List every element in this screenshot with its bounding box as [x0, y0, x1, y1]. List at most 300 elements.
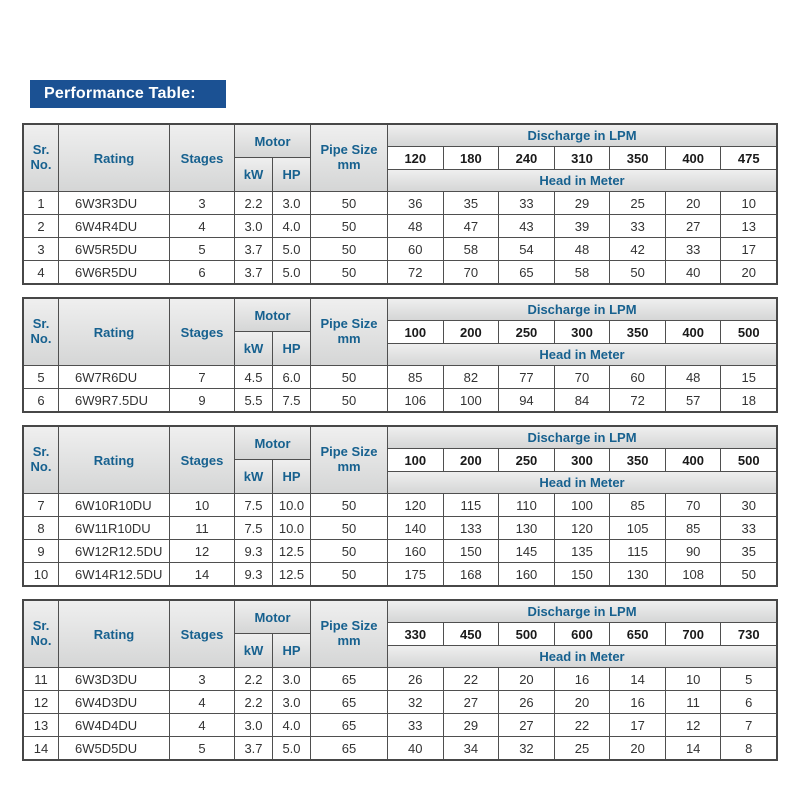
table-header [24, 427, 776, 494]
head-value-cell: 70 [555, 366, 611, 388]
head-in-meter-header: Head in Meter [388, 170, 776, 191]
pipe-size-header [311, 427, 388, 493]
head-value-cell: 48 [388, 215, 444, 237]
sr-no-cell: 11 [24, 668, 59, 690]
table-row [24, 737, 776, 759]
head-value-cell: 70 [444, 261, 500, 283]
head-value-cell: 58 [444, 238, 500, 260]
head-value-cell: 20 [555, 691, 611, 713]
head-value-cell: 27 [444, 691, 500, 713]
head-value-cell: 33 [610, 215, 666, 237]
rating-cell: 6W9R7.5DU [59, 389, 170, 411]
head-value-cell: 26 [388, 668, 444, 690]
discharge-value-cell: 330 [388, 623, 444, 645]
pipe-size-cell: 65 [311, 668, 388, 690]
head-value-cell: 43 [499, 215, 555, 237]
pipe-size-cell: 50 [311, 494, 388, 516]
rating-cell: 6W7R6DU [59, 366, 170, 388]
head-value-cell: 26 [499, 691, 555, 713]
stages-cell: 3 [170, 192, 235, 214]
sr-no-cell: 6 [24, 389, 59, 411]
head-value-cell: 12 [666, 714, 722, 736]
discharge-values-row [388, 147, 776, 170]
stages-cell: 5 [170, 238, 235, 260]
discharge-value-cell: 300 [555, 449, 611, 471]
table-body [24, 668, 776, 759]
table-header [24, 125, 776, 192]
table-row [24, 261, 776, 283]
head-value-cell: 25 [610, 192, 666, 214]
discharge-header-group [388, 601, 776, 667]
hp-cell: 12.5 [273, 563, 311, 585]
table-row [24, 494, 776, 517]
discharge-values-row [388, 623, 776, 646]
head-value-cell: 32 [499, 737, 555, 759]
rating-cell: 6W3R3DU [59, 192, 170, 214]
stages-cell: 4 [170, 691, 235, 713]
rating-cell: 6W6R5DU [59, 261, 170, 283]
head-value-cell: 72 [610, 389, 666, 411]
table-row [24, 714, 776, 737]
table-row [24, 389, 776, 411]
kw-header: kW [235, 158, 273, 191]
rating-cell: 6W4R4DU [59, 215, 170, 237]
motor-header: Motor [235, 125, 311, 158]
pipe-size-label-line2: mm [337, 633, 361, 648]
kw-header: kW [235, 460, 273, 493]
rating-cell: 6W5R5DU [59, 238, 170, 260]
discharge-in-lpm-header: Discharge in LPM [388, 427, 776, 449]
sr-no-label-line1: Sr. [32, 316, 50, 332]
performance-table [22, 297, 778, 413]
discharge-value-cell: 730 [721, 623, 776, 645]
head-value-cell: 32 [388, 691, 444, 713]
head-value-cell: 130 [499, 517, 555, 539]
head-value-cell: 48 [666, 366, 722, 388]
pipe-size-cell: 50 [311, 261, 388, 283]
discharge-value-cell: 500 [721, 321, 776, 343]
stages-cell: 10 [170, 494, 235, 516]
head-value-cell: 20 [499, 668, 555, 690]
hp-cell: 7.5 [273, 389, 311, 411]
kw-header: kW [235, 634, 273, 667]
head-value-cell: 84 [555, 389, 611, 411]
head-value-cell: 115 [610, 540, 666, 562]
sr-no-header [24, 125, 59, 191]
head-value-cell: 54 [499, 238, 555, 260]
head-value-cell: 16 [610, 691, 666, 713]
hp-cell: 5.0 [273, 261, 311, 283]
kw-cell: 7.5 [235, 494, 273, 516]
hp-cell: 10.0 [273, 494, 311, 516]
rating-header: Rating [59, 601, 170, 667]
kw-cell: 3.0 [235, 714, 273, 736]
head-value-cell: 29 [555, 192, 611, 214]
page-title: Performance Table: [30, 80, 226, 108]
head-value-cell: 85 [666, 517, 722, 539]
hp-cell: 3.0 [273, 192, 311, 214]
head-value-cell: 25 [555, 737, 611, 759]
discharge-in-lpm-header: Discharge in LPM [388, 601, 776, 623]
discharge-value-cell: 300 [555, 321, 611, 343]
table-row [24, 517, 776, 540]
pipe-size-cell: 50 [311, 517, 388, 539]
discharge-value-cell: 500 [721, 449, 776, 471]
head-value-cell: 33 [666, 238, 722, 260]
motor-header: Motor [235, 299, 311, 332]
discharge-value-cell: 350 [610, 321, 666, 343]
stages-header: Stages [170, 427, 235, 493]
motor-subheaders [235, 460, 311, 493]
head-value-cell: 133 [444, 517, 500, 539]
rating-header: Rating [59, 299, 170, 365]
discharge-values-row [388, 321, 776, 344]
head-value-cell: 100 [444, 389, 500, 411]
discharge-header-group [388, 299, 776, 365]
pipe-size-header [311, 601, 388, 667]
sr-no-label-line2: No. [30, 633, 52, 648]
hp-header: HP [273, 332, 311, 365]
head-value-cell: 18 [721, 389, 776, 411]
motor-header-group [235, 299, 311, 365]
motor-header-group [235, 125, 311, 191]
motor-subheaders [235, 634, 311, 667]
performance-table [22, 425, 778, 587]
stages-cell: 14 [170, 563, 235, 585]
head-value-cell: 11 [666, 691, 722, 713]
pipe-size-cell: 65 [311, 714, 388, 736]
head-in-meter-header: Head in Meter [388, 646, 776, 667]
head-value-cell: 20 [666, 192, 722, 214]
pipe-size-cell: 50 [311, 238, 388, 260]
head-value-cell: 34 [444, 737, 500, 759]
hp-cell: 6.0 [273, 366, 311, 388]
pipe-size-label-line2: mm [337, 331, 361, 346]
sr-no-label-line1: Sr. [32, 444, 50, 460]
kw-cell: 4.5 [235, 366, 273, 388]
sr-no-cell: 12 [24, 691, 59, 713]
discharge-value-cell: 650 [610, 623, 666, 645]
sr-no-header [24, 427, 59, 493]
discharge-value-cell: 475 [721, 147, 776, 169]
head-value-cell: 7 [721, 714, 776, 736]
performance-table [22, 123, 778, 285]
stages-cell: 5 [170, 737, 235, 759]
head-value-cell: 120 [555, 517, 611, 539]
pipe-size-cell: 50 [311, 192, 388, 214]
head-value-cell: 90 [666, 540, 722, 562]
head-value-cell: 10 [666, 668, 722, 690]
head-value-cell: 20 [610, 737, 666, 759]
sr-no-label-line2: No. [30, 459, 52, 474]
head-value-cell: 106 [388, 389, 444, 411]
head-value-cell: 120 [388, 494, 444, 516]
head-value-cell: 14 [610, 668, 666, 690]
rating-cell: 6W3D3DU [59, 668, 170, 690]
discharge-values-row [388, 449, 776, 472]
motor-subheaders [235, 332, 311, 365]
head-value-cell: 15 [721, 366, 776, 388]
head-value-cell: 150 [444, 540, 500, 562]
kw-cell: 9.3 [235, 540, 273, 562]
discharge-value-cell: 250 [499, 321, 555, 343]
head-value-cell: 17 [721, 238, 776, 260]
pipe-size-label-line1: Pipe Size [320, 618, 378, 634]
stages-header: Stages [170, 125, 235, 191]
kw-header: kW [235, 332, 273, 365]
sr-no-cell: 9 [24, 540, 59, 562]
head-value-cell: 110 [499, 494, 555, 516]
motor-header-group [235, 427, 311, 493]
sr-no-cell: 5 [24, 366, 59, 388]
hp-header: HP [273, 634, 311, 667]
head-value-cell: 10 [721, 192, 776, 214]
discharge-value-cell: 350 [610, 449, 666, 471]
head-value-cell: 140 [388, 517, 444, 539]
head-value-cell: 72 [388, 261, 444, 283]
sr-no-cell: 1 [24, 192, 59, 214]
head-value-cell: 6 [721, 691, 776, 713]
stages-cell: 9 [170, 389, 235, 411]
head-value-cell: 33 [499, 192, 555, 214]
head-value-cell: 58 [555, 261, 611, 283]
table-body [24, 192, 776, 283]
hp-header: HP [273, 158, 311, 191]
head-value-cell: 108 [666, 563, 722, 585]
table-row [24, 691, 776, 714]
stages-cell: 7 [170, 366, 235, 388]
kw-cell: 3.7 [235, 737, 273, 759]
head-value-cell: 33 [721, 517, 776, 539]
hp-cell: 3.0 [273, 691, 311, 713]
head-value-cell: 27 [666, 215, 722, 237]
kw-cell: 5.5 [235, 389, 273, 411]
table-row [24, 238, 776, 261]
discharge-value-cell: 310 [555, 147, 611, 169]
sr-no-cell: 8 [24, 517, 59, 539]
table-row [24, 668, 776, 691]
pipe-size-cell: 65 [311, 737, 388, 759]
discharge-value-cell: 400 [666, 449, 722, 471]
discharge-value-cell: 200 [444, 321, 500, 343]
sr-no-label-line1: Sr. [32, 618, 50, 634]
sr-no-label-line1: Sr. [32, 142, 50, 158]
sr-no-cell: 10 [24, 563, 59, 585]
rating-cell: 6W11R10DU [59, 517, 170, 539]
discharge-value-cell: 250 [499, 449, 555, 471]
rating-cell: 6W5D5DU [59, 737, 170, 759]
head-value-cell: 48 [555, 238, 611, 260]
pipe-size-cell: 50 [311, 366, 388, 388]
stages-cell: 4 [170, 714, 235, 736]
sr-no-label-line2: No. [30, 331, 52, 346]
head-value-cell: 42 [610, 238, 666, 260]
motor-subheaders [235, 158, 311, 191]
rating-cell: 6W4D3DU [59, 691, 170, 713]
rating-cell: 6W12R12.5DU [59, 540, 170, 562]
head-value-cell: 60 [388, 238, 444, 260]
pipe-size-label-line1: Pipe Size [320, 444, 378, 460]
discharge-value-cell: 100 [388, 449, 444, 471]
head-in-meter-header: Head in Meter [388, 344, 776, 365]
head-value-cell: 22 [555, 714, 611, 736]
head-value-cell: 85 [610, 494, 666, 516]
sr-no-label-line2: No. [30, 157, 52, 172]
sr-no-cell: 7 [24, 494, 59, 516]
head-value-cell: 39 [555, 215, 611, 237]
hp-cell: 5.0 [273, 238, 311, 260]
head-value-cell: 150 [555, 563, 611, 585]
stages-cell: 4 [170, 215, 235, 237]
sr-no-header [24, 601, 59, 667]
kw-cell: 9.3 [235, 563, 273, 585]
discharge-header-group [388, 427, 776, 493]
table-row [24, 366, 776, 389]
discharge-value-cell: 350 [610, 147, 666, 169]
head-value-cell: 13 [721, 215, 776, 237]
head-value-cell: 35 [444, 192, 500, 214]
pipe-size-label-line2: mm [337, 157, 361, 172]
head-in-meter-header: Head in Meter [388, 472, 776, 493]
rating-header: Rating [59, 125, 170, 191]
head-value-cell: 100 [555, 494, 611, 516]
head-value-cell: 160 [499, 563, 555, 585]
head-value-cell: 5 [721, 668, 776, 690]
sr-no-cell: 13 [24, 714, 59, 736]
pipe-size-cell: 65 [311, 691, 388, 713]
rating-cell: 6W4D4DU [59, 714, 170, 736]
discharge-header-group [388, 125, 776, 191]
head-value-cell: 17 [610, 714, 666, 736]
head-value-cell: 47 [444, 215, 500, 237]
table-body [24, 366, 776, 411]
hp-cell: 10.0 [273, 517, 311, 539]
motor-header-group [235, 601, 311, 667]
pipe-size-cell: 50 [311, 389, 388, 411]
pipe-size-header [311, 299, 388, 365]
head-value-cell: 30 [721, 494, 776, 516]
tables-container [22, 123, 778, 761]
discharge-value-cell: 200 [444, 449, 500, 471]
head-value-cell: 20 [721, 261, 776, 283]
pipe-size-label-line2: mm [337, 459, 361, 474]
kw-cell: 7.5 [235, 517, 273, 539]
sr-no-cell: 14 [24, 737, 59, 759]
stages-cell: 6 [170, 261, 235, 283]
stages-header: Stages [170, 299, 235, 365]
head-value-cell: 168 [444, 563, 500, 585]
stages-cell: 11 [170, 517, 235, 539]
discharge-value-cell: 700 [666, 623, 722, 645]
hp-cell: 4.0 [273, 714, 311, 736]
kw-cell: 2.2 [235, 691, 273, 713]
pipe-size-cell: 50 [311, 215, 388, 237]
head-value-cell: 85 [388, 366, 444, 388]
discharge-value-cell: 240 [499, 147, 555, 169]
stages-header: Stages [170, 601, 235, 667]
head-value-cell: 35 [721, 540, 776, 562]
head-value-cell: 14 [666, 737, 722, 759]
pipe-size-label-line1: Pipe Size [320, 316, 378, 332]
stages-cell: 3 [170, 668, 235, 690]
head-value-cell: 175 [388, 563, 444, 585]
pipe-size-label-line1: Pipe Size [320, 142, 378, 158]
discharge-value-cell: 450 [444, 623, 500, 645]
sr-no-header [24, 299, 59, 365]
discharge-in-lpm-header: Discharge in LPM [388, 125, 776, 147]
table-row [24, 215, 776, 238]
discharge-value-cell: 400 [666, 321, 722, 343]
head-value-cell: 50 [721, 563, 776, 585]
rating-cell: 6W10R10DU [59, 494, 170, 516]
head-value-cell: 65 [499, 261, 555, 283]
kw-cell: 3.7 [235, 261, 273, 283]
discharge-value-cell: 180 [444, 147, 500, 169]
table-header [24, 601, 776, 668]
sr-no-cell: 2 [24, 215, 59, 237]
table-row [24, 192, 776, 215]
head-value-cell: 27 [499, 714, 555, 736]
performance-table [22, 599, 778, 761]
table-body [24, 494, 776, 585]
head-value-cell: 135 [555, 540, 611, 562]
head-value-cell: 16 [555, 668, 611, 690]
table-row [24, 540, 776, 563]
head-value-cell: 8 [721, 737, 776, 759]
head-value-cell: 160 [388, 540, 444, 562]
hp-header: HP [273, 460, 311, 493]
stages-cell: 12 [170, 540, 235, 562]
discharge-value-cell: 500 [499, 623, 555, 645]
discharge-value-cell: 100 [388, 321, 444, 343]
motor-header: Motor [235, 601, 311, 634]
discharge-value-cell: 600 [555, 623, 611, 645]
kw-cell: 2.2 [235, 668, 273, 690]
head-value-cell: 115 [444, 494, 500, 516]
head-value-cell: 29 [444, 714, 500, 736]
head-value-cell: 36 [388, 192, 444, 214]
head-value-cell: 130 [610, 563, 666, 585]
head-value-cell: 57 [666, 389, 722, 411]
discharge-in-lpm-header: Discharge in LPM [388, 299, 776, 321]
head-value-cell: 82 [444, 366, 500, 388]
head-value-cell: 60 [610, 366, 666, 388]
discharge-value-cell: 400 [666, 147, 722, 169]
head-value-cell: 77 [499, 366, 555, 388]
head-value-cell: 22 [444, 668, 500, 690]
table-header [24, 299, 776, 366]
pipe-size-header [311, 125, 388, 191]
discharge-value-cell: 120 [388, 147, 444, 169]
hp-cell: 12.5 [273, 540, 311, 562]
head-value-cell: 145 [499, 540, 555, 562]
kw-cell: 3.0 [235, 215, 273, 237]
hp-cell: 5.0 [273, 737, 311, 759]
kw-cell: 3.7 [235, 238, 273, 260]
head-value-cell: 70 [666, 494, 722, 516]
rating-cell: 6W14R12.5DU [59, 563, 170, 585]
hp-cell: 4.0 [273, 215, 311, 237]
pipe-size-cell: 50 [311, 540, 388, 562]
head-value-cell: 50 [610, 261, 666, 283]
hp-cell: 3.0 [273, 668, 311, 690]
sr-no-cell: 4 [24, 261, 59, 283]
motor-header: Motor [235, 427, 311, 460]
pipe-size-cell: 50 [311, 563, 388, 585]
table-row [24, 563, 776, 585]
head-value-cell: 94 [499, 389, 555, 411]
sr-no-cell: 3 [24, 238, 59, 260]
